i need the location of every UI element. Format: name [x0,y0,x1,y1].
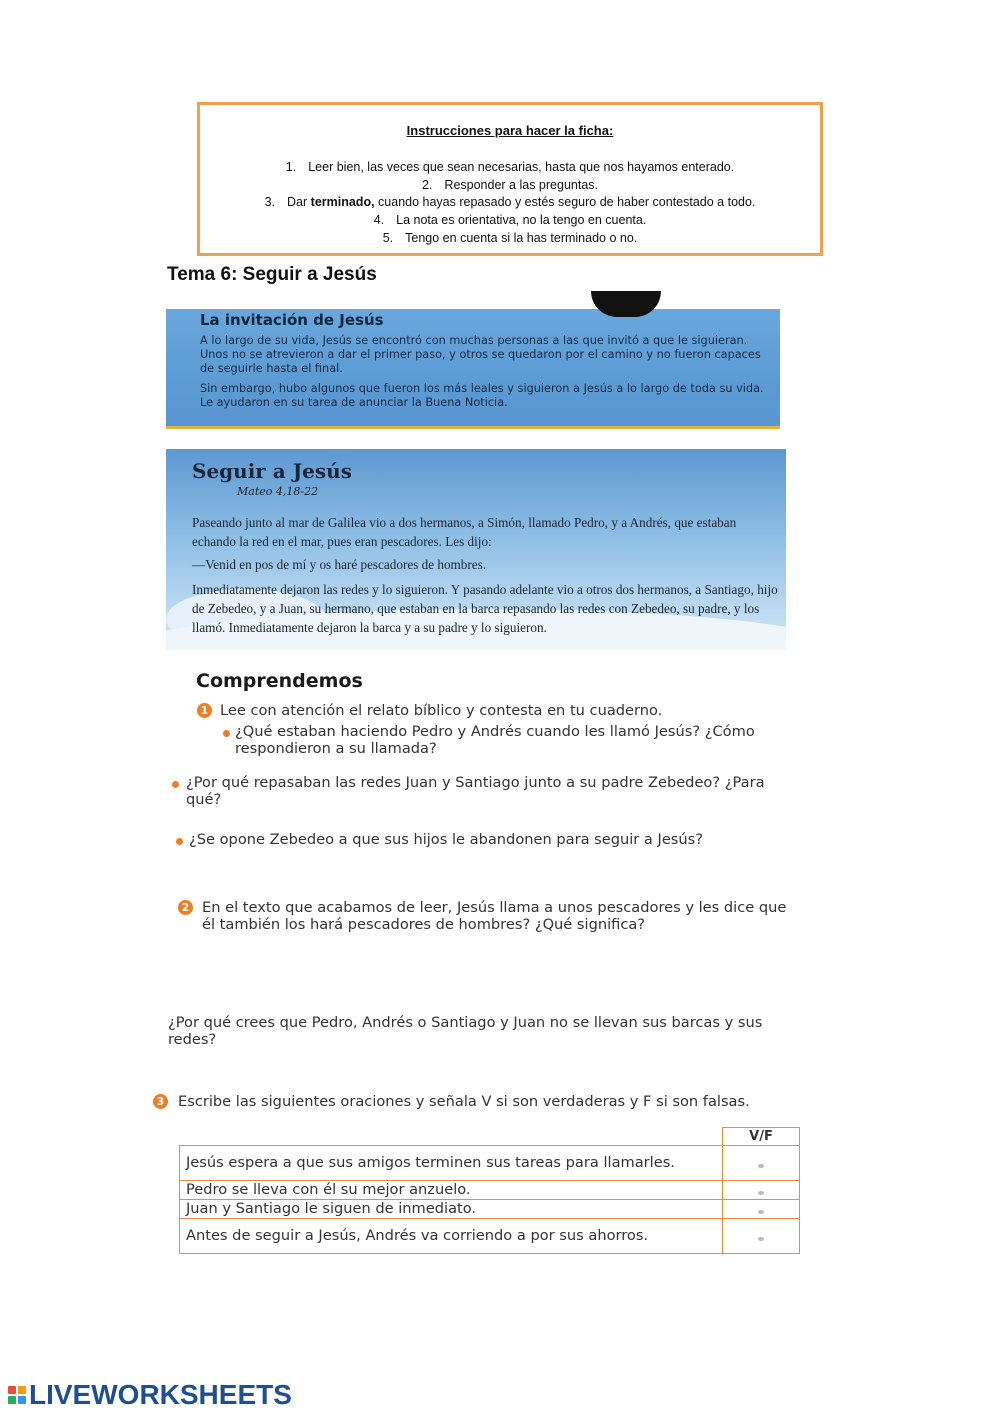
logo-text: LIVEWORKSHEETS [29,1379,292,1410]
instruction-item: 2. Responder a las preguntas. [421,178,598,192]
table-header-vf: V/F [723,1128,800,1146]
question-number-badge: 1 [197,703,212,718]
answer-placeholder-dot [758,1210,764,1214]
instruction-item: 3. Dar terminado, cuando hayas repasado y estés seguro de haber contestado a todo. [264,195,756,209]
answer-placeholder-dot [758,1237,764,1241]
gospel-paragraph: Paseando junto al mar de Galilea vio a dos hermanos, a Simón, llamado Pedro, y a Andrés, que estaban echando la red en el mar, pues eran pescadores. Les dijo: [192,515,737,549]
gospel-paragraph: —Venid en pos de mí y os haré pescadores de hombres. [192,557,487,572]
table-header-empty [180,1128,723,1146]
instruction-item: 1. Leer bien, las veces que sean necesarias, hasta que nos hayamos enterado. [285,160,735,174]
invitation-paragraph: Sin embargo, hubo algunos que fueron los más leales y siguieron a Jesús a lo largo de toda su vida. Le ayudaron en su tarea de anunciar la Buena Noticia. [200,382,764,409]
answer-cell[interactable] [723,1181,800,1200]
answer-cell[interactable] [723,1219,800,1254]
statement-cell: Juan y Santiago le siguen de inmediato. [180,1200,723,1219]
question-number-badge: 2 [178,900,193,915]
page-title: Tema 6: Seguir a Jesús [167,264,377,285]
answer-cell[interactable] [723,1146,800,1181]
table-header-row [180,1128,800,1146]
question-number-badge: 3 [153,1094,168,1109]
gospel-title: Seguir a Jesús [192,459,352,483]
instruction-item: 4. La nota es orientativa, no la tengo en cuenta. [373,213,647,227]
decoration-shape [591,291,661,317]
answer-cell[interactable] [723,1200,800,1219]
table-row [180,1181,800,1200]
table-row [180,1219,800,1254]
answer-placeholder-dot [758,1164,764,1168]
question-1a: ¿Qué estaban haciendo Pedro y Andrés cuando les llamó Jesús? ¿Cómo respondieron a su llamada? [235,723,755,757]
question-1b: ¿Por qué repasaban las redes Juan y Santiago junto a su padre Zebedeo? ¿Para qué? [186,774,765,808]
answer-placeholder-dot [758,1191,764,1195]
question-1c: ¿Se opone Zebedeo a que sus hijos le abandonen para seguir a Jesús? [189,831,704,848]
section-title: Comprendemos [196,670,363,692]
instructions-box [197,102,823,256]
gospel-paragraph: Inmediatamente dejaron las redes y lo siguieron. Y pasando adelante vio a otros dos hermanos, a Santiago, hijo de Zebedeo, y a Juan, su hermano, que estaban en la barca repasando las redes con Zebedeo, su padre, y los llamó. Inmediatamente dejaron la barca y a su padre y lo siguieron. [192,582,778,635]
true-false-table [179,1127,800,1254]
gospel-reference: Mateo 4,18-22 [237,485,319,498]
gospel-panel [166,449,786,650]
bullet-icon [176,838,183,845]
table-row [180,1146,800,1181]
statement-cell: Antes de seguir a Jesús, Andrés va corriendo a por sus ahorros. [180,1219,723,1254]
liveworksheets-logo [8,1380,292,1410]
invitation-panel [166,309,780,429]
instruction-item: 5. Tengo en cuenta si la has terminado o no. [382,231,638,245]
bullet-icon [223,730,230,737]
statement-cell: Jesús espera a que sus amigos terminen sus tareas para llamarles. [180,1146,723,1181]
bullet-icon [172,781,179,788]
logo-blocks-icon [8,1386,26,1404]
question-3: Escribe las siguientes oraciones y señala V si son verdaderas y F si son falsas. [178,1093,750,1110]
question-2b: ¿Por qué crees que Pedro, Andrés o Santiago y Juan no se llevan sus barcas y sus redes? [168,1014,763,1048]
invitation-paragraph: A lo largo de su vida, Jesús se encontró con muchas personas a las que invitó a que le siguieran. Unos no se atrevieron a dar el primer paso, y otros se quedaron por el camino y no fueron capaces de seguirle hasta el final. [200,334,761,375]
question-2: En el texto que acabamos de leer, Jesús llama a unos pescadores y les dice que él también los hará pescadores de hombres? ¿Qué significa? [202,899,787,933]
question-1: Lee con atención el relato bíblico y contesta en tu cuaderno. [220,702,663,719]
instructions-title: Instrucciones para hacer la ficha: [406,123,614,138]
statement-cell: Pedro se lleva con él su mejor anzuelo. [180,1181,723,1200]
invitation-title: La invitación de Jesús [200,311,384,329]
table-row [180,1200,800,1219]
